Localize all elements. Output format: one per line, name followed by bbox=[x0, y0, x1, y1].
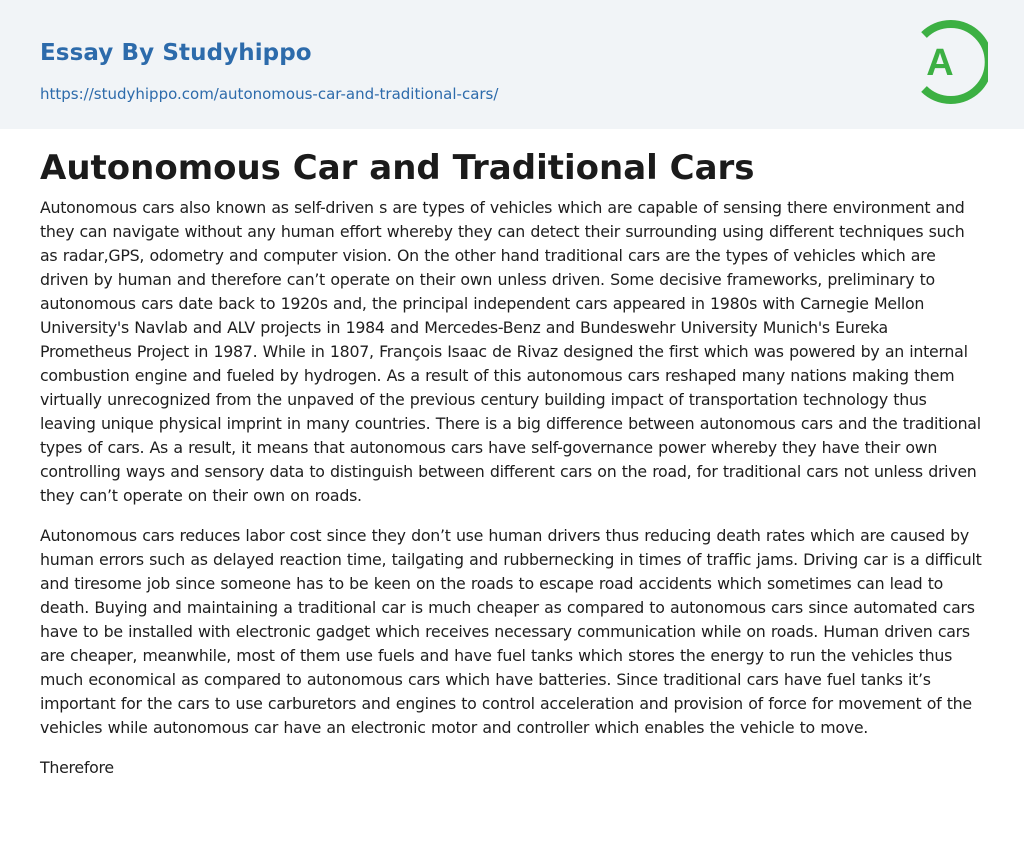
logo-letter: A bbox=[926, 42, 954, 84]
page-title: Autonomous Car and Traditional Cars bbox=[40, 148, 755, 188]
essay-url-link[interactable]: https://studyhippo.com/autonomous-car-and-traditional-cars/ bbox=[40, 85, 499, 103]
site-title[interactable]: Essay By Studyhippo bbox=[40, 40, 312, 66]
article-paragraph-2: Autonomous cars reduces labor cost since they don’t use human drivers thus reducing death rates which are caused by human errors such as delayed reaction time, tailgating and rubbernecking in times of traffic jams. Driving car is a difficult and tiresome job since someone has to be keen on the roads to escape road accidents which sometimes can lead to death. Buying and maintaining a traditional car is much cheaper as compared to autonomous cars since automated cars have to be installed with electronic gadget which receives necessary communication while on roads. Human driven cars are cheaper, meanwhile, most of them use fuels and have fuel tanks which stores the energy to run the vehicles thus much economical as compared to autonomous cars which have batteries. Since traditional cars have fuel tanks it’s important for the cars to use carburetors and engines to control acceleration and provision of force for movement of the vehicles while autonomous car have an electronic motor and controller which enables the vehicle to move. bbox=[40, 526, 982, 737]
article-paragraph-1: Autonomous cars also known as self-driven s are types of vehicles which are capable of sensing there environment and they can navigate without any human effort whereby they can detect their surrounding using different techniques such as radar,GPS, odometry and computer vision. On the other hand traditional cars are the types of vehicles which are driven by human and therefore can’t operate on their own unless driven. Some decisive frameworks, preliminary to autonomous cars date back to 1920s and, the principal independent cars appeared in 1980s with Carnegie Mellon University's Navlab and ALV projects in 1984 and Mercedes-Benz and Bundeswehr University Munich's Eureka Prometheus Project in 1987. While in 1807, François Isaac de Rivaz designed the first which was powered by an internal combustion engine and fueled by hydrogen. As a result of this autonomous cars reshaped many nations making them virtually unrecognized from the unpaved of the previous century building impact of transportation technology thus leaving unique physical imprint in many countries. There is a big difference between autonomous cars and the traditional types of cars. As a result, it means that autonomous cars have self-governance power whereby they have their own controlling ways and sensory data to distinguish between different cars on the road, for traditional cars not unless driven they can’t operate on their own on roads. bbox=[40, 198, 981, 505]
article bbox=[40, 146, 984, 796]
article-paragraph-3: Therefore bbox=[40, 758, 114, 777]
site-header bbox=[0, 0, 1024, 129]
studyhippo-logo-icon[interactable] bbox=[910, 18, 988, 106]
